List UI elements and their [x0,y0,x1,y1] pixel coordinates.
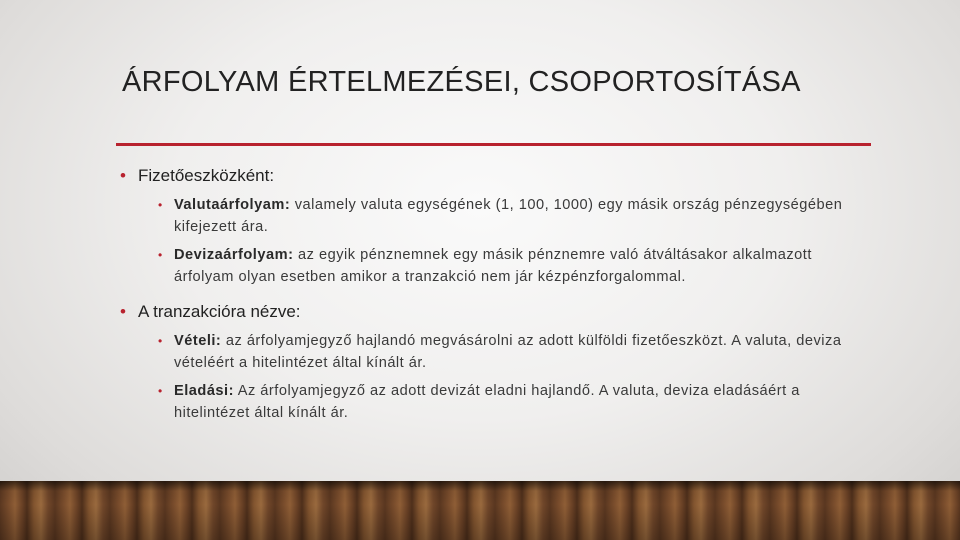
item-text: Az árfolyamjegyző az adott devizát eladni hajlandő. A valuta, deviza eladásáért a hitelintézet által kínált ár. [174,383,800,421]
list-item-body [174,380,864,424]
item-lead: Devizaárfolyam: [174,247,294,263]
item-lead: Eladási: [174,383,234,399]
item-text: valamely valuta egységének (1, 100, 1000) egy másik ország pénzegységében kifejezett ára. [174,197,843,235]
item-lead: Vételi: [174,333,222,349]
section-heading-label: Fizetőeszközként: [138,166,275,185]
floor-shade [0,481,960,540]
bullet-icon: • [158,384,163,398]
item-text: az egyik pénznemnek egy másik pénznemre való átváltásakor alkalmazott árfolyam olyan esetben amikor a tranzakció nem jár kézpénzforgalommal. [174,247,812,285]
bullet-icon: • [158,334,163,348]
section-heading-label: A tranzakcióra nézve: [138,302,301,321]
title-underline [116,143,871,146]
bullet-icon: • [158,248,163,262]
slide-title: ÁRFOLYAM ÉRTELMEZÉSEI, CSOPORTOSÍTÁSA [122,66,801,98]
bullet-icon: • [120,302,126,321]
bullet-icon: • [158,198,163,212]
item-text: az árfolyamjegyző hajlandó megvásárolni az adott külföldi fizetőeszközt. A valuta, deviza vételéért a hitelintézet által kínált ár. [174,333,842,371]
list-item-body [174,194,864,238]
item-lead: Valutaárfolyam: [174,197,291,213]
list-item-body [174,330,864,374]
list-item-body [174,244,864,288]
bullet-icon: • [120,166,126,185]
